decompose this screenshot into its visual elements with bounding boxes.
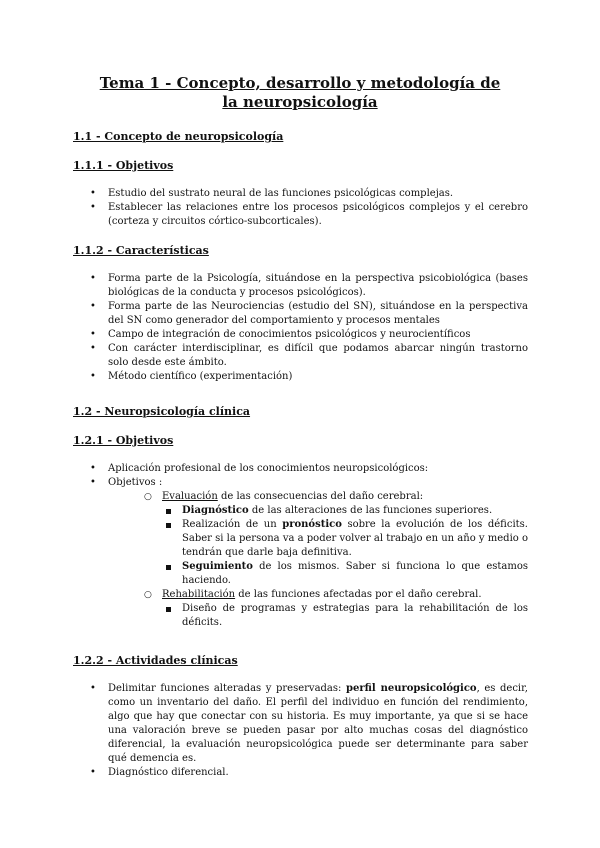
heading-1-1-1: 1.1.1 - Objetivos bbox=[73, 159, 174, 172]
heading-1-2: 1.2 - Neuropsicología clínica bbox=[73, 405, 251, 418]
term-evaluacion: Evaluación bbox=[162, 491, 218, 502]
sublist-evaluacion bbox=[162, 504, 528, 588]
term-pronostico: pronóstico bbox=[282, 519, 342, 530]
list-item: • Forma parte de la Psicología, situándose en la perspectiva psicobiológica (bases biológicas de la conducta y procesos psicológicos). bbox=[90, 272, 528, 300]
term-seguimiento: Seguimiento bbox=[182, 561, 253, 572]
list-item-text: sobre la evolución de los déficits. Saber si la persona va a poder volver al trabajo en un año y medio o tendrán que darle baja definitiva. bbox=[182, 519, 528, 558]
heading-1-1-2: 1.1.2 - Características bbox=[73, 244, 209, 257]
list-item-text: de las alteraciones de las funciones superiores. bbox=[248, 505, 493, 516]
list-objetivos-1-2-1 bbox=[90, 462, 528, 630]
list-objetivos-1-1-1 bbox=[90, 187, 528, 229]
list-item-text: Delimitar funciones alteradas y preservadas: bbox=[108, 683, 346, 694]
list-item bbox=[144, 490, 528, 588]
list-item: • Método científico (experimentación) bbox=[90, 370, 528, 384]
document-title: Tema 1 - Concepto, desarrollo y metodología de la neuropsicología bbox=[99, 74, 501, 111]
term-diagnostico: Diagnóstico bbox=[182, 505, 249, 516]
list-item: • Establecer las relaciones entre los procesos psicológicos complejos y el cerebro (corteza y circuitos córtico-subcorticales). bbox=[90, 201, 528, 229]
list-item bbox=[90, 682, 528, 766]
list-item bbox=[144, 588, 528, 630]
heading-1-2-1: 1.2.1 - Objetivos bbox=[73, 434, 174, 447]
list-item bbox=[164, 504, 528, 518]
list-item-label: Objetivos : bbox=[108, 477, 163, 488]
list-item bbox=[164, 560, 528, 588]
sublist-objetivos bbox=[108, 490, 528, 630]
list-item: • Diagnóstico diferencial. bbox=[90, 766, 528, 780]
list-actividades-clinicas bbox=[90, 682, 528, 780]
list-item: • Con carácter interdisciplinar, es difícil que podamos abarcar ningún trastorno solo desde este ámbito. bbox=[90, 342, 528, 370]
term-rehabilitacion: Rehabilitación bbox=[162, 589, 236, 600]
heading-1-1: 1.1 - Concepto de neuropsicología bbox=[73, 130, 284, 143]
list-item-text: de los mismos. Saber si funciona lo que estamos haciendo. bbox=[182, 561, 528, 586]
term-perfil-neuropsicologico: perfil neuropsicológico bbox=[345, 683, 477, 694]
list-item-text: de las consecuencias del daño cerebral: bbox=[217, 491, 424, 502]
list-item: • Campo de integración de conocimientos psicológicos y neurocientíficos bbox=[90, 328, 528, 342]
list-item-text: de las funciones afectadas por el daño cerebral. bbox=[235, 589, 482, 600]
list-item-text: Realización de un bbox=[182, 519, 283, 530]
list-item: • Estudio del sustrato neural de las funciones psicológicas complejas. bbox=[90, 187, 528, 201]
list-item-text: , es decir, como un inventario del daño. El perfil del individuo en función del rendimiento, algo que hay que conectar con su historia. Es muy importante, ya que si se hace una valoración breve se pueden pasar por alto muchas cosas del diagnóstico diferencial, la evaluación neuropsicológica puede ser determinante para saber qué demencia es. bbox=[108, 683, 528, 764]
list-item bbox=[164, 518, 528, 560]
list-item: • Forma parte de las Neurociencias (estudio del SN), situándose en la perspectiva del SN como generador del comportamiento y procesos mentales bbox=[90, 300, 528, 328]
list-item bbox=[90, 476, 528, 630]
list-caracteristicas bbox=[90, 272, 528, 384]
heading-1-2-2: 1.2.2 - Actividades clínicas bbox=[73, 654, 238, 667]
sublist-rehabilitacion bbox=[162, 602, 528, 630]
list-item: • Aplicación profesional de los conocimientos neuropsicológicos: bbox=[90, 462, 528, 476]
list-item: Diseño de programas y estrategias para la rehabilitación de los déficits. bbox=[164, 602, 528, 630]
